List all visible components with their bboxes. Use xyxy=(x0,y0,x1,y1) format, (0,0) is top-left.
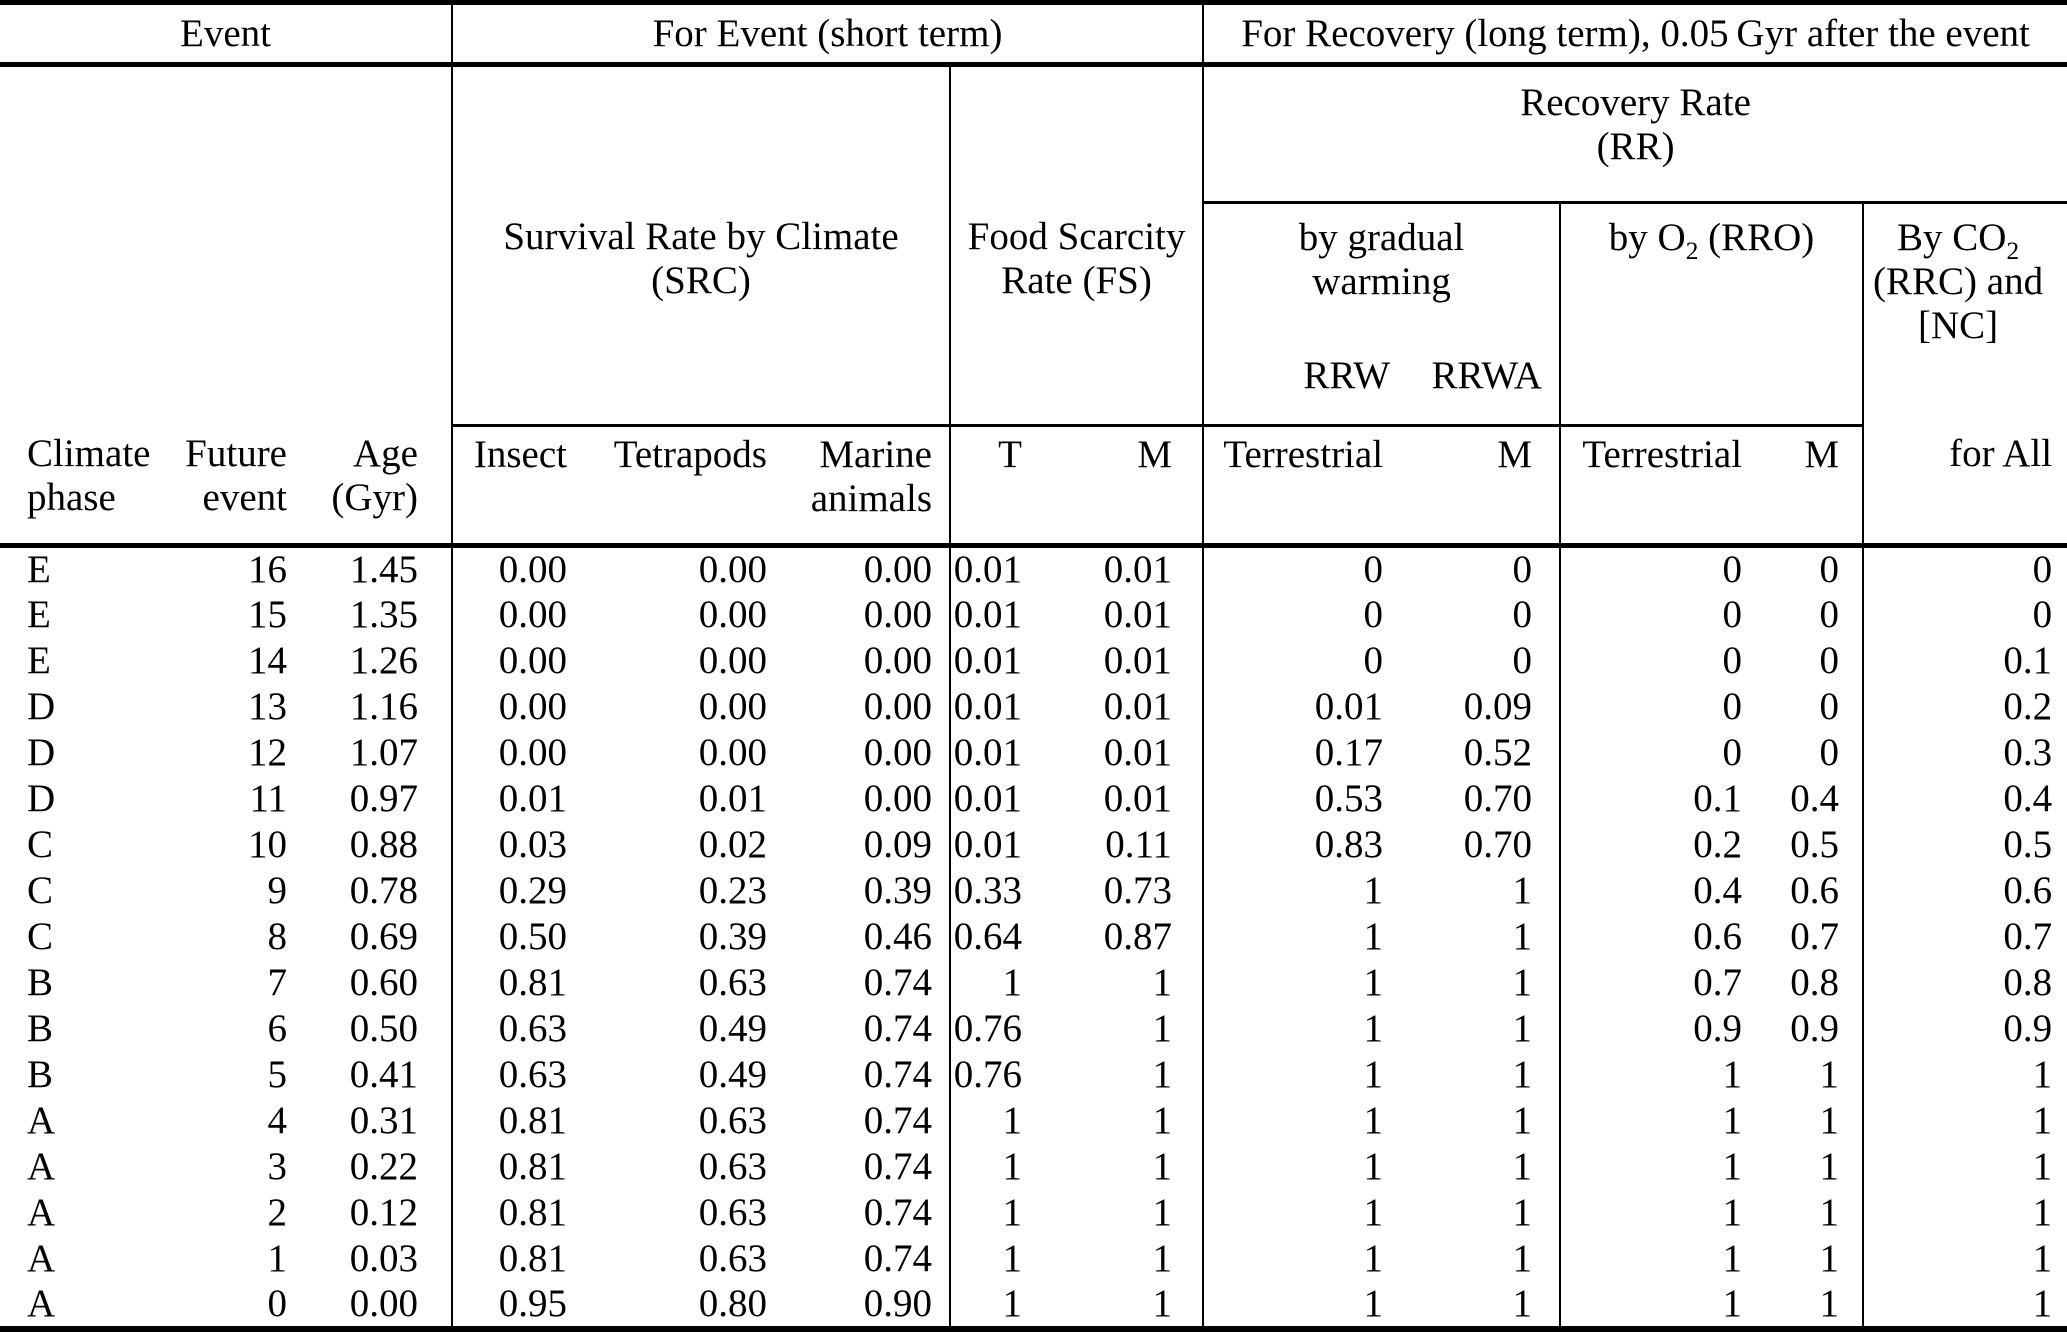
cell-fs-m: 0.01 xyxy=(1103,548,1173,591)
cell-age-gyr: 0.03 xyxy=(349,1237,418,1280)
cell-fs-m: 0.01 xyxy=(1103,777,1173,820)
cell-age-gyr: 0.31 xyxy=(349,1099,418,1142)
cell-rro-terrestrial: 1 xyxy=(1560,1052,1752,1098)
cell-climate-phase: D xyxy=(27,685,56,728)
cell-rro-m: 0 xyxy=(1819,685,1840,728)
col-header-rrw-terrestrial: Terrestrial xyxy=(1203,426,1395,546)
cell-fs-t: 0.01 xyxy=(950,592,1035,638)
cell-fs-t: 1 xyxy=(950,960,1035,1006)
cell-fs-t: 0.01 xyxy=(950,546,1035,593)
cell-fs-t: 0.64 xyxy=(950,914,1035,960)
cell-rrw-terrestrial: 1 xyxy=(1203,1190,1395,1236)
table-row xyxy=(0,1144,2067,1190)
cell-rro-m: 0.4 xyxy=(1790,777,1840,820)
cell-rrw-terrestrial: 0.53 xyxy=(1203,776,1395,822)
cell-src-tetrapods: 0.01 xyxy=(698,777,767,820)
cell-for-all: 0.7 xyxy=(1863,914,2067,960)
cell-climate-phase: C xyxy=(27,823,54,866)
recovery-rate-line1: Recovery Rate xyxy=(1520,81,1751,124)
table-row xyxy=(0,822,2067,868)
cell-rrw-terrestrial: 0.83 xyxy=(1203,822,1395,868)
table-row xyxy=(0,546,2067,593)
cell-rro-terrestrial: 0.6 xyxy=(1560,914,1752,960)
cell-src-marine: 0.74 xyxy=(863,1191,932,1234)
col-header-rrwa-m: M xyxy=(1395,426,1560,546)
fs-line1: Food Scarcity xyxy=(967,214,1186,258)
cell-future-event: 16 xyxy=(248,548,287,591)
cell-age-gyr: 1.26 xyxy=(349,639,418,682)
recovery-rate-header xyxy=(1203,65,2067,203)
table-row xyxy=(0,1098,2067,1144)
rro-subscript: 2 xyxy=(1685,236,1699,265)
cell-age-gyr: 0.69 xyxy=(349,915,418,958)
cell-rro-m: 0.8 xyxy=(1790,961,1840,1004)
cell-rrwa-m: 1 xyxy=(1512,1053,1533,1096)
cell-fs-t: 0.76 xyxy=(950,1006,1035,1052)
cell-rro-terrestrial: 1 xyxy=(1560,1190,1752,1236)
cell-src-insect: 0.81 xyxy=(452,1098,580,1144)
warming-line2: warming xyxy=(1312,260,1451,303)
col-header-rro-m: M xyxy=(1752,426,1863,546)
cell-rro-m: 0 xyxy=(1819,593,1840,636)
rro-label: by $O_2$ (RRO) xyxy=(1608,216,1815,265)
rrw-rrwa-row xyxy=(1204,354,1559,398)
cell-climate-phase: B xyxy=(27,961,54,1004)
cell-age-gyr: 1.16 xyxy=(349,685,418,728)
table-row xyxy=(0,1052,2067,1098)
warming-label xyxy=(1204,216,1559,304)
rro-group-header xyxy=(1560,203,1863,426)
cell-rrwa-m: 1 xyxy=(1512,1145,1533,1188)
col-header-tetrapods: Tetrapods xyxy=(580,426,780,546)
cell-src-tetrapods: 0.63 xyxy=(698,961,767,1004)
cell-rro-terrestrial: 0.1 xyxy=(1560,776,1752,822)
cell-src-marine: 0.74 xyxy=(863,1145,932,1188)
for-recovery-group-header: For Recovery (long term), 0.05 Gyr after the event xyxy=(1203,3,2067,65)
cell-src-tetrapods: 0.00 xyxy=(698,639,767,682)
cell-fs-m: 1 xyxy=(1035,1282,1203,1329)
col-header-age-gyr: Age (Gyr) xyxy=(300,426,452,546)
cell-future-event: 12 xyxy=(248,731,287,774)
cell-future-event: 5 xyxy=(267,1053,287,1096)
cell-future-event: 3 xyxy=(267,1145,287,1188)
cell-src-marine: 0.74 xyxy=(863,1237,932,1280)
co2-line3: [NC] xyxy=(1917,304,1999,347)
cell-src-tetrapods: 0.00 xyxy=(698,731,767,774)
cell-rrwa-m: 0 xyxy=(1512,548,1533,591)
cell-rro-terrestrial: 1 xyxy=(1560,1098,1752,1144)
cell-fs-m: 0.87 xyxy=(1103,915,1173,958)
cell-src-tetrapods: 0.63 xyxy=(698,1099,767,1142)
cell-src-insect: 0.50 xyxy=(452,914,580,960)
cell-src-insect: 0.81 xyxy=(452,1144,580,1190)
src-group-header xyxy=(452,203,950,426)
cell-src-marine: 0.00 xyxy=(863,685,932,728)
for-event-group-header: For Event (short term) xyxy=(452,3,1203,65)
cell-climate-phase: E xyxy=(27,548,51,591)
cell-rro-terrestrial: 0 xyxy=(1560,638,1752,684)
cell-src-tetrapods: 0.00 xyxy=(698,685,767,728)
cell-fs-t: 1 xyxy=(950,1098,1035,1144)
cell-rrwa-m: 1 xyxy=(1512,1237,1533,1280)
cell-rrwa-m: 0 xyxy=(1512,593,1533,636)
cell-age-gyr: 0.88 xyxy=(349,823,418,866)
fs-line2: Rate (FS) xyxy=(1001,258,1152,302)
cell-future-event: 7 xyxy=(267,961,287,1004)
subgroup-header-row xyxy=(0,203,2067,426)
cell-for-all: 0.9 xyxy=(1863,1006,2067,1052)
cell-rrw-terrestrial: 0 xyxy=(1203,546,1395,593)
cell-fs-t: 0.01 xyxy=(950,776,1035,822)
cell-rro-m: 0 xyxy=(1819,548,1840,591)
cell-src-marine: 0.74 xyxy=(863,1099,932,1142)
cell-age-gyr: 0.60 xyxy=(349,961,418,1004)
cell-src-tetrapods: 0.23 xyxy=(698,869,767,912)
cell-rro-terrestrial: 0 xyxy=(1560,730,1752,776)
cell-climate-phase: E xyxy=(27,593,51,636)
table-row xyxy=(0,1282,2067,1329)
cell-climate-phase: A xyxy=(27,1099,56,1142)
cell-src-marine: 0.09 xyxy=(863,823,932,866)
cell-rro-terrestrial: 1 xyxy=(1560,1144,1752,1190)
cell-rrw-terrestrial: 1 xyxy=(1203,1282,1395,1329)
cell-future-event: 14 xyxy=(248,639,287,682)
cell-climate-phase: A xyxy=(27,1145,56,1188)
cell-src-insect: 0.00 xyxy=(452,638,580,684)
cell-rro-terrestrial: 0.4 xyxy=(1560,868,1752,914)
cell-src-marine: 0.00 xyxy=(863,548,932,591)
cell-rrwa-m: 0.70 xyxy=(1463,777,1533,820)
cell-src-marine: 0.00 xyxy=(863,593,932,636)
cell-rrw-terrestrial: 0.01 xyxy=(1203,684,1395,730)
cell-future-event: 4 xyxy=(267,1099,287,1142)
cell-rrwa-m: 1 xyxy=(1512,1099,1533,1142)
cell-for-all: 0.3 xyxy=(1863,730,2067,776)
cell-climate-phase: C xyxy=(27,915,54,958)
cell-climate-phase: A xyxy=(0,1282,150,1329)
fs-group-header xyxy=(950,203,1203,426)
cell-src-insect: 0.00 xyxy=(452,592,580,638)
cell-for-all: 1 xyxy=(1863,1282,2067,1329)
cell-rrwa-m: 0.52 xyxy=(1463,731,1533,774)
col-header-climate-phase: Climate phase xyxy=(0,426,150,546)
cell-fs-t: 0.01 xyxy=(950,684,1035,730)
cell-rro-m: 0 xyxy=(1819,731,1840,774)
cell-src-insect: 0.63 xyxy=(452,1006,580,1052)
co2-group-header xyxy=(1863,203,2067,426)
table-row xyxy=(0,592,2067,638)
cell-future-event: 0 xyxy=(150,1282,300,1329)
cell-future-event: 2 xyxy=(267,1191,287,1234)
table-row xyxy=(0,684,2067,730)
cell-rrwa-m: 0 xyxy=(1512,639,1533,682)
cell-src-tetrapods: 0.63 xyxy=(698,1145,767,1188)
cell-rrwa-m: 1 xyxy=(1512,961,1533,1004)
cell-for-all: 1 xyxy=(1863,1236,2067,1282)
cell-rrw-terrestrial: 0.17 xyxy=(1203,730,1395,776)
cell-fs-m: 1 xyxy=(1152,1099,1173,1142)
cell-src-marine: 0.39 xyxy=(863,869,932,912)
cell-rro-m: 1 xyxy=(1819,1099,1840,1142)
cell-rro-m: 1 xyxy=(1752,1282,1863,1329)
cell-src-insect: 0.81 xyxy=(452,1236,580,1282)
cell-fs-m: 1 xyxy=(1152,961,1173,1004)
cell-src-insect: 0.81 xyxy=(452,1190,580,1236)
cell-age-gyr: 0.41 xyxy=(349,1053,418,1096)
cell-rro-terrestrial: 0.7 xyxy=(1560,960,1752,1006)
cell-rrw-terrestrial: 1 xyxy=(1203,1098,1395,1144)
cell-rrwa-m: 1 xyxy=(1512,915,1533,958)
cell-src-marine: 0.74 xyxy=(863,1007,932,1050)
cell-future-event: 11 xyxy=(249,777,287,820)
table-row xyxy=(0,1190,2067,1236)
cell-climate-phase: B xyxy=(27,1053,54,1096)
cell-fs-m: 1 xyxy=(1152,1145,1173,1188)
cell-src-tetrapods: 0.63 xyxy=(698,1237,767,1280)
cell-fs-m: 0.01 xyxy=(1103,639,1173,682)
rrwa-label: RRWA xyxy=(1431,354,1543,397)
cell-for-all: 0.2 xyxy=(1863,684,2067,730)
cell-for-all: 0.4 xyxy=(1863,776,2067,822)
cell-src-marine: 0.74 xyxy=(863,961,932,1004)
cell-rro-terrestrial: 0 xyxy=(1560,546,1752,593)
cell-src-tetrapods: 0.49 xyxy=(698,1053,767,1096)
spacer-cell xyxy=(0,203,452,426)
event-group-header: Event xyxy=(0,3,452,65)
cell-fs-t: 0.01 xyxy=(950,730,1035,776)
cell-for-all: 0 xyxy=(1863,592,2067,638)
cell-src-marine: 0.00 xyxy=(863,639,932,682)
cell-src-insect: 0.01 xyxy=(452,776,580,822)
cell-climate-phase: E xyxy=(27,639,51,682)
table-row xyxy=(0,1006,2067,1052)
rrw-label: RRW xyxy=(1303,354,1391,397)
group-header-row xyxy=(0,3,2067,65)
table-row xyxy=(0,914,2067,960)
cell-future-event: 9 xyxy=(267,869,287,912)
spacer-cell-fs xyxy=(950,65,1203,203)
cell-src-insect: 0.63 xyxy=(452,1052,580,1098)
cell-climate-phase: D xyxy=(27,731,56,774)
col-header-for-all: for All xyxy=(1863,426,2067,546)
cell-src-insect: 0.29 xyxy=(452,868,580,914)
cell-rro-m: 0.9 xyxy=(1790,1007,1840,1050)
cell-future-event: 1 xyxy=(267,1237,287,1280)
cell-src-tetrapods: 0.63 xyxy=(698,1191,767,1234)
table-row xyxy=(0,730,2067,776)
column-header-row xyxy=(0,426,2067,546)
cell-fs-m: 1 xyxy=(1152,1053,1173,1096)
cell-rrw-terrestrial: 1 xyxy=(1203,868,1395,914)
spacer-cell xyxy=(0,65,452,203)
table-row xyxy=(0,776,2067,822)
cell-src-insect: 0.00 xyxy=(452,684,580,730)
cell-rro-m: 0.7 xyxy=(1790,915,1840,958)
warming-line1: by gradual xyxy=(1298,216,1465,259)
cell-for-all: 0 xyxy=(1863,546,2067,593)
cell-src-insect: 0.81 xyxy=(452,960,580,1006)
cell-fs-m: 0.73 xyxy=(1103,869,1173,912)
cell-age-gyr: 1.35 xyxy=(349,593,418,636)
col-header-marine-animals: Marine animals xyxy=(780,426,950,546)
cell-src-tetrapods: 0.39 xyxy=(698,915,767,958)
table-header xyxy=(0,3,2067,546)
cell-rrwa-m: 0.70 xyxy=(1463,823,1533,866)
cell-age-gyr: 0.97 xyxy=(349,777,418,820)
cell-src-tetrapods: 0.00 xyxy=(698,593,767,636)
cell-future-event: 10 xyxy=(248,823,287,866)
cell-rrwa-m: 1 xyxy=(1512,869,1533,912)
cell-src-insect: 0.95 xyxy=(452,1282,580,1329)
src-line1: Survival Rate by Climate xyxy=(503,214,899,258)
co2-subscript: 2 xyxy=(2006,236,2020,265)
recovery-rate-band-row xyxy=(0,65,2067,203)
co2-line1: By $CO_2$ xyxy=(1897,216,2020,265)
warming-inner xyxy=(1204,216,1559,398)
cell-rrw-terrestrial: 1 xyxy=(1203,1144,1395,1190)
cell-rrwa-m: 1 xyxy=(1512,1007,1533,1050)
cell-fs-t: 1 xyxy=(950,1236,1035,1282)
cell-age-gyr: 0.00 xyxy=(300,1282,452,1329)
col-header-insect: Insect xyxy=(452,426,580,546)
cell-src-tetrapods: 0.80 xyxy=(580,1282,780,1329)
cell-rro-m: 0 xyxy=(1819,639,1840,682)
cell-for-all: 1 xyxy=(1863,1190,2067,1236)
col-header-fs-t: T xyxy=(950,426,1035,546)
cell-rro-terrestrial: 1 xyxy=(1560,1236,1752,1282)
cell-fs-m: 0.01 xyxy=(1103,685,1173,728)
cell-fs-t: 0.33 xyxy=(950,868,1035,914)
src-line2: (SRC) xyxy=(651,258,751,302)
table-row xyxy=(0,960,2067,1006)
table-row xyxy=(0,638,2067,684)
cell-src-insect: 0.00 xyxy=(452,730,580,776)
cell-rro-terrestrial: 0.2 xyxy=(1560,822,1752,868)
cell-src-tetrapods: 0.00 xyxy=(698,548,767,591)
col-header-fs-m: M xyxy=(1035,426,1203,546)
cell-fs-m: 0.01 xyxy=(1103,731,1173,774)
cell-climate-phase: B xyxy=(27,1007,54,1050)
cell-climate-phase: A xyxy=(27,1191,56,1234)
cell-climate-phase: A xyxy=(27,1237,56,1280)
cell-src-insect: 0.03 xyxy=(452,822,580,868)
cell-fs-m: 1 xyxy=(1152,1007,1173,1050)
cell-fs-m: 1 xyxy=(1152,1237,1173,1280)
cell-for-all: 0.8 xyxy=(1863,960,2067,1006)
cell-age-gyr: 0.78 xyxy=(349,869,418,912)
cell-src-marine: 0.74 xyxy=(863,1053,932,1096)
col-header-rro-terrestrial: Terrestrial xyxy=(1560,426,1752,546)
cell-rrw-terrestrial: 1 xyxy=(1203,914,1395,960)
cell-future-event: 6 xyxy=(267,1007,287,1050)
cell-rrw-terrestrial: 1 xyxy=(1203,960,1395,1006)
cell-rrw-terrestrial: 1 xyxy=(1203,1236,1395,1282)
warming-group-header xyxy=(1203,203,1560,426)
cell-rrwa-m: 1 xyxy=(1395,1282,1560,1329)
cell-fs-m: 1 xyxy=(1152,1191,1173,1234)
cell-src-marine: 0.00 xyxy=(863,731,932,774)
cell-for-all: 0.6 xyxy=(1863,868,2067,914)
cell-fs-t: 1 xyxy=(950,1144,1035,1190)
cell-rrwa-m: 0.09 xyxy=(1463,685,1533,728)
cell-rrwa-m: 1 xyxy=(1512,1191,1533,1234)
cell-rrw-terrestrial: 0 xyxy=(1203,592,1395,638)
cell-src-marine: 0.46 xyxy=(863,915,932,958)
cell-src-marine: 0.00 xyxy=(863,777,932,820)
cell-for-all: 0.5 xyxy=(1863,822,2067,868)
co2-line2: (RRC) and xyxy=(1873,260,2044,303)
cell-age-gyr: 1.07 xyxy=(349,731,418,774)
cell-age-gyr: 0.12 xyxy=(349,1191,418,1234)
cell-src-marine: 0.90 xyxy=(780,1282,950,1329)
table-row xyxy=(0,1236,2067,1282)
cell-src-insect: 0.00 xyxy=(452,546,580,593)
cell-rrw-terrestrial: 1 xyxy=(1203,1052,1395,1098)
cell-fs-t: 0.01 xyxy=(950,638,1035,684)
cell-fs-t: 0.76 xyxy=(950,1052,1035,1098)
table-row xyxy=(0,868,2067,914)
recovery-rate-line2: (RR) xyxy=(1596,125,1675,168)
cell-rro-terrestrial: 0 xyxy=(1560,592,1752,638)
cell-for-all: 1 xyxy=(1863,1098,2067,1144)
cell-fs-t: 1 xyxy=(950,1282,1035,1329)
cell-for-all: 0.1 xyxy=(1863,638,2067,684)
cell-rro-terrestrial: 0.9 xyxy=(1560,1006,1752,1052)
cell-age-gyr: 0.50 xyxy=(349,1007,418,1050)
cell-fs-t: 0.01 xyxy=(950,822,1035,868)
cell-future-event: 15 xyxy=(248,593,287,636)
cell-rro-m: 1 xyxy=(1819,1053,1840,1096)
cell-rro-m: 0.5 xyxy=(1790,823,1840,866)
col-header-future-event: Future event xyxy=(150,426,300,546)
cell-climate-phase: C xyxy=(27,869,54,912)
cell-rrw-terrestrial: 1 xyxy=(1203,1006,1395,1052)
cell-rro-terrestrial: 1 xyxy=(1560,1282,1752,1329)
cell-rro-m: 0.6 xyxy=(1790,869,1840,912)
cell-src-tetrapods: 0.02 xyxy=(698,823,767,866)
cell-future-event: 8 xyxy=(267,915,287,958)
cell-age-gyr: 1.45 xyxy=(349,548,418,591)
cell-for-all: 1 xyxy=(1863,1144,2067,1190)
cell-rrw-terrestrial: 0 xyxy=(1203,638,1395,684)
cell-age-gyr: 0.22 xyxy=(349,1145,418,1188)
cell-future-event: 13 xyxy=(248,685,287,728)
cell-rro-m: 1 xyxy=(1819,1191,1840,1234)
cell-rro-m: 1 xyxy=(1819,1145,1840,1188)
cell-for-all: 1 xyxy=(1863,1052,2067,1098)
cell-climate-phase: D xyxy=(27,777,56,820)
cell-fs-m: 0.01 xyxy=(1103,593,1173,636)
cell-fs-m: 0.11 xyxy=(1105,823,1173,866)
table-body xyxy=(0,546,2067,1330)
cell-src-tetrapods: 0.49 xyxy=(698,1007,767,1050)
cell-fs-t: 1 xyxy=(950,1190,1035,1236)
cell-rro-m: 1 xyxy=(1819,1237,1840,1280)
cell-rro-terrestrial: 0 xyxy=(1560,684,1752,730)
spacer-cell-src xyxy=(452,65,950,203)
